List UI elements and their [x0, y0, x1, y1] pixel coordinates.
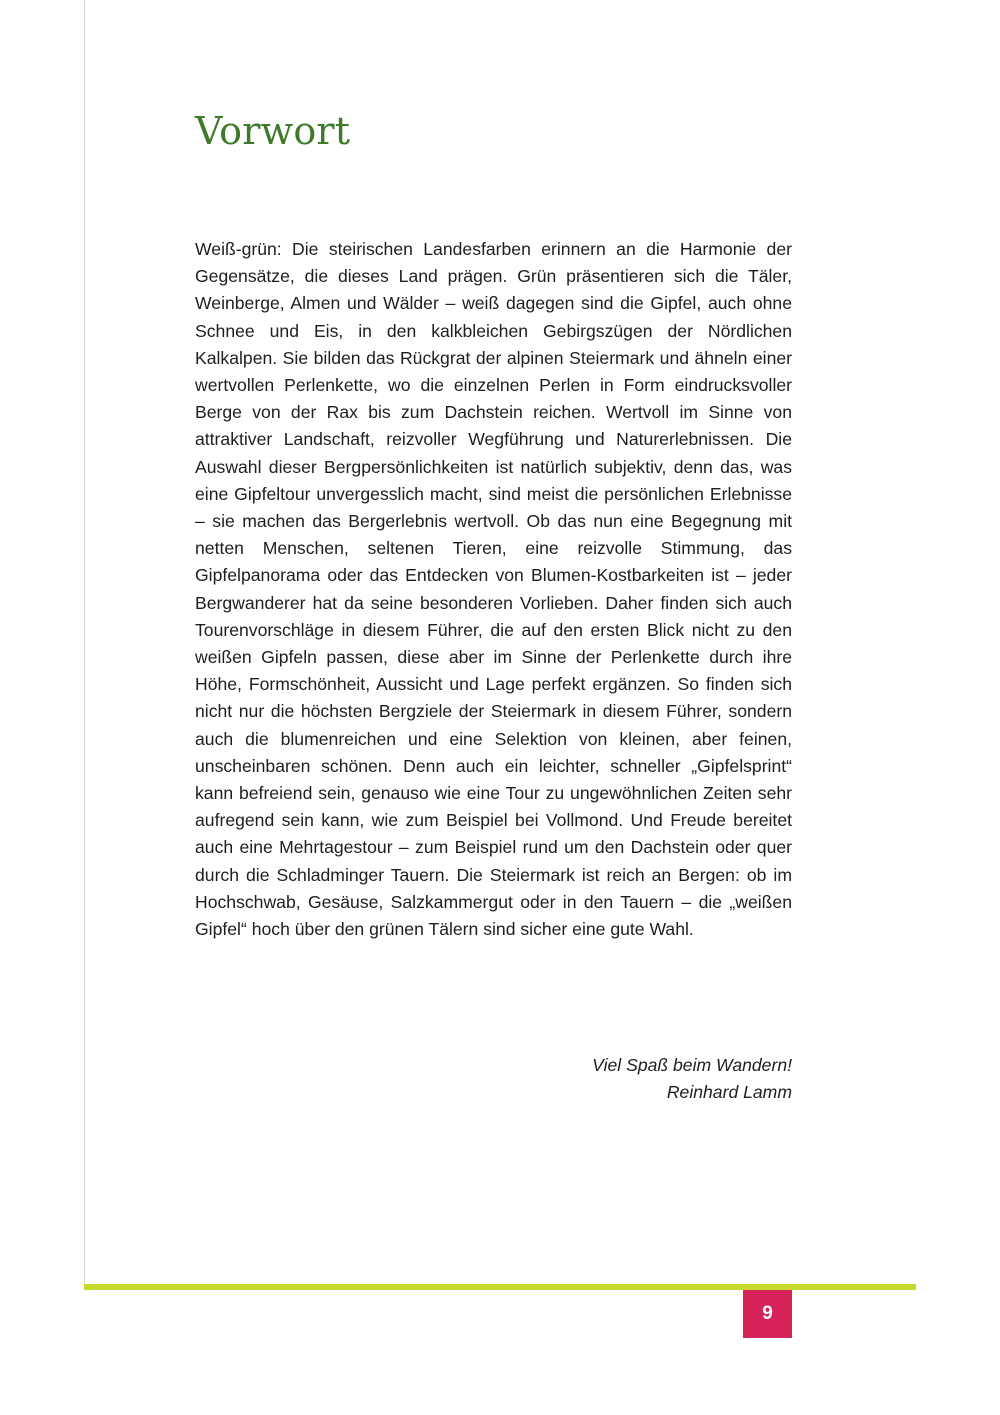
left-margin-rule — [84, 0, 85, 1288]
closing-line: Viel Spaß beim Wandern! — [592, 1055, 792, 1075]
page-number: 9 — [743, 1290, 792, 1338]
author-name: Reinhard Lamm — [666, 1082, 792, 1103]
closing-signature — [592, 1052, 792, 1106]
page-title: Vorwort — [195, 109, 351, 153]
body-paragraph: Weiß-grün: Die steirischen Landesfarben erinnern an die Harmonie der Gegensätze, die dieses Land prägen. Grün präsentieren sich die Täler, Weinberge, Almen und Wälder – weiß dagegen sind die Gipfel, auch ohne Schnee und Eis, in den kalkbleichen Gebirgszügen der Nördlichen Kalkalpen. Sie bilden das Rückgrat der alpinen Steiermark und ähneln einer wertvollen Perlenkette, wo die einzelnen Perlen in Form eindrucksvoller Berge von der Rax bis zum Dachstein reichen. Wertvoll im Sinne von attraktiver Landschaft, reizvoller Wegführung und Naturerlebnissen. Die Auswahl dieser Bergpersönlichkeiten ist natürlich subjektiv, denn das, was eine Gipfeltour unvergesslich macht, sind meist die persönlichen Erlebnisse – sie machen das Bergerlebnis wertvoll. Ob das nun eine Begegnung mit netten Menschen, seltenen Tieren, eine reizvolle Stimmung, das Gipfelpanorama oder das Entdecken von Blumen-Kostbarkeiten ist – jeder Bergwanderer hat da seine besonderen Vorlieben. Daher finden sich auch Tourenvorschläge in diesem Führer, die auf den ersten Blick nicht zu den weißen Gipfeln passen, diese aber im Sinne der Perlenkette durch ihre Höhe, Formschönheit, Aussicht und Lage perfekt ergänzen. So finden sich nicht nur die höchsten Bergziele der Steiermark in diesem Führer, sondern auch die blumenreichen und eine Selektion von kleinen, aber feinen, unscheinbaren schönen. Denn auch ein leichter, schneller „Gipfelsprint“ kann befreiend sein, genauso wie eine Tour zu ungewöhnlichen Zeiten sehr aufregend sein kann, wie zum Beispiel bei Vollmond. Und Freude bereitet auch eine Mehrtagestour – zum Beispiel rund um den Dachstein oder quer durch die Schladminger Tauern. Die Steiermark ist reich an Bergen: ob im Hochschwab, Gesäuse, Salzkammergut oder in den Tauern – die „weißen Gipfel“ hoch über den grünen Tälern sind sicher eine gute Wahl. — [195, 239, 792, 940]
